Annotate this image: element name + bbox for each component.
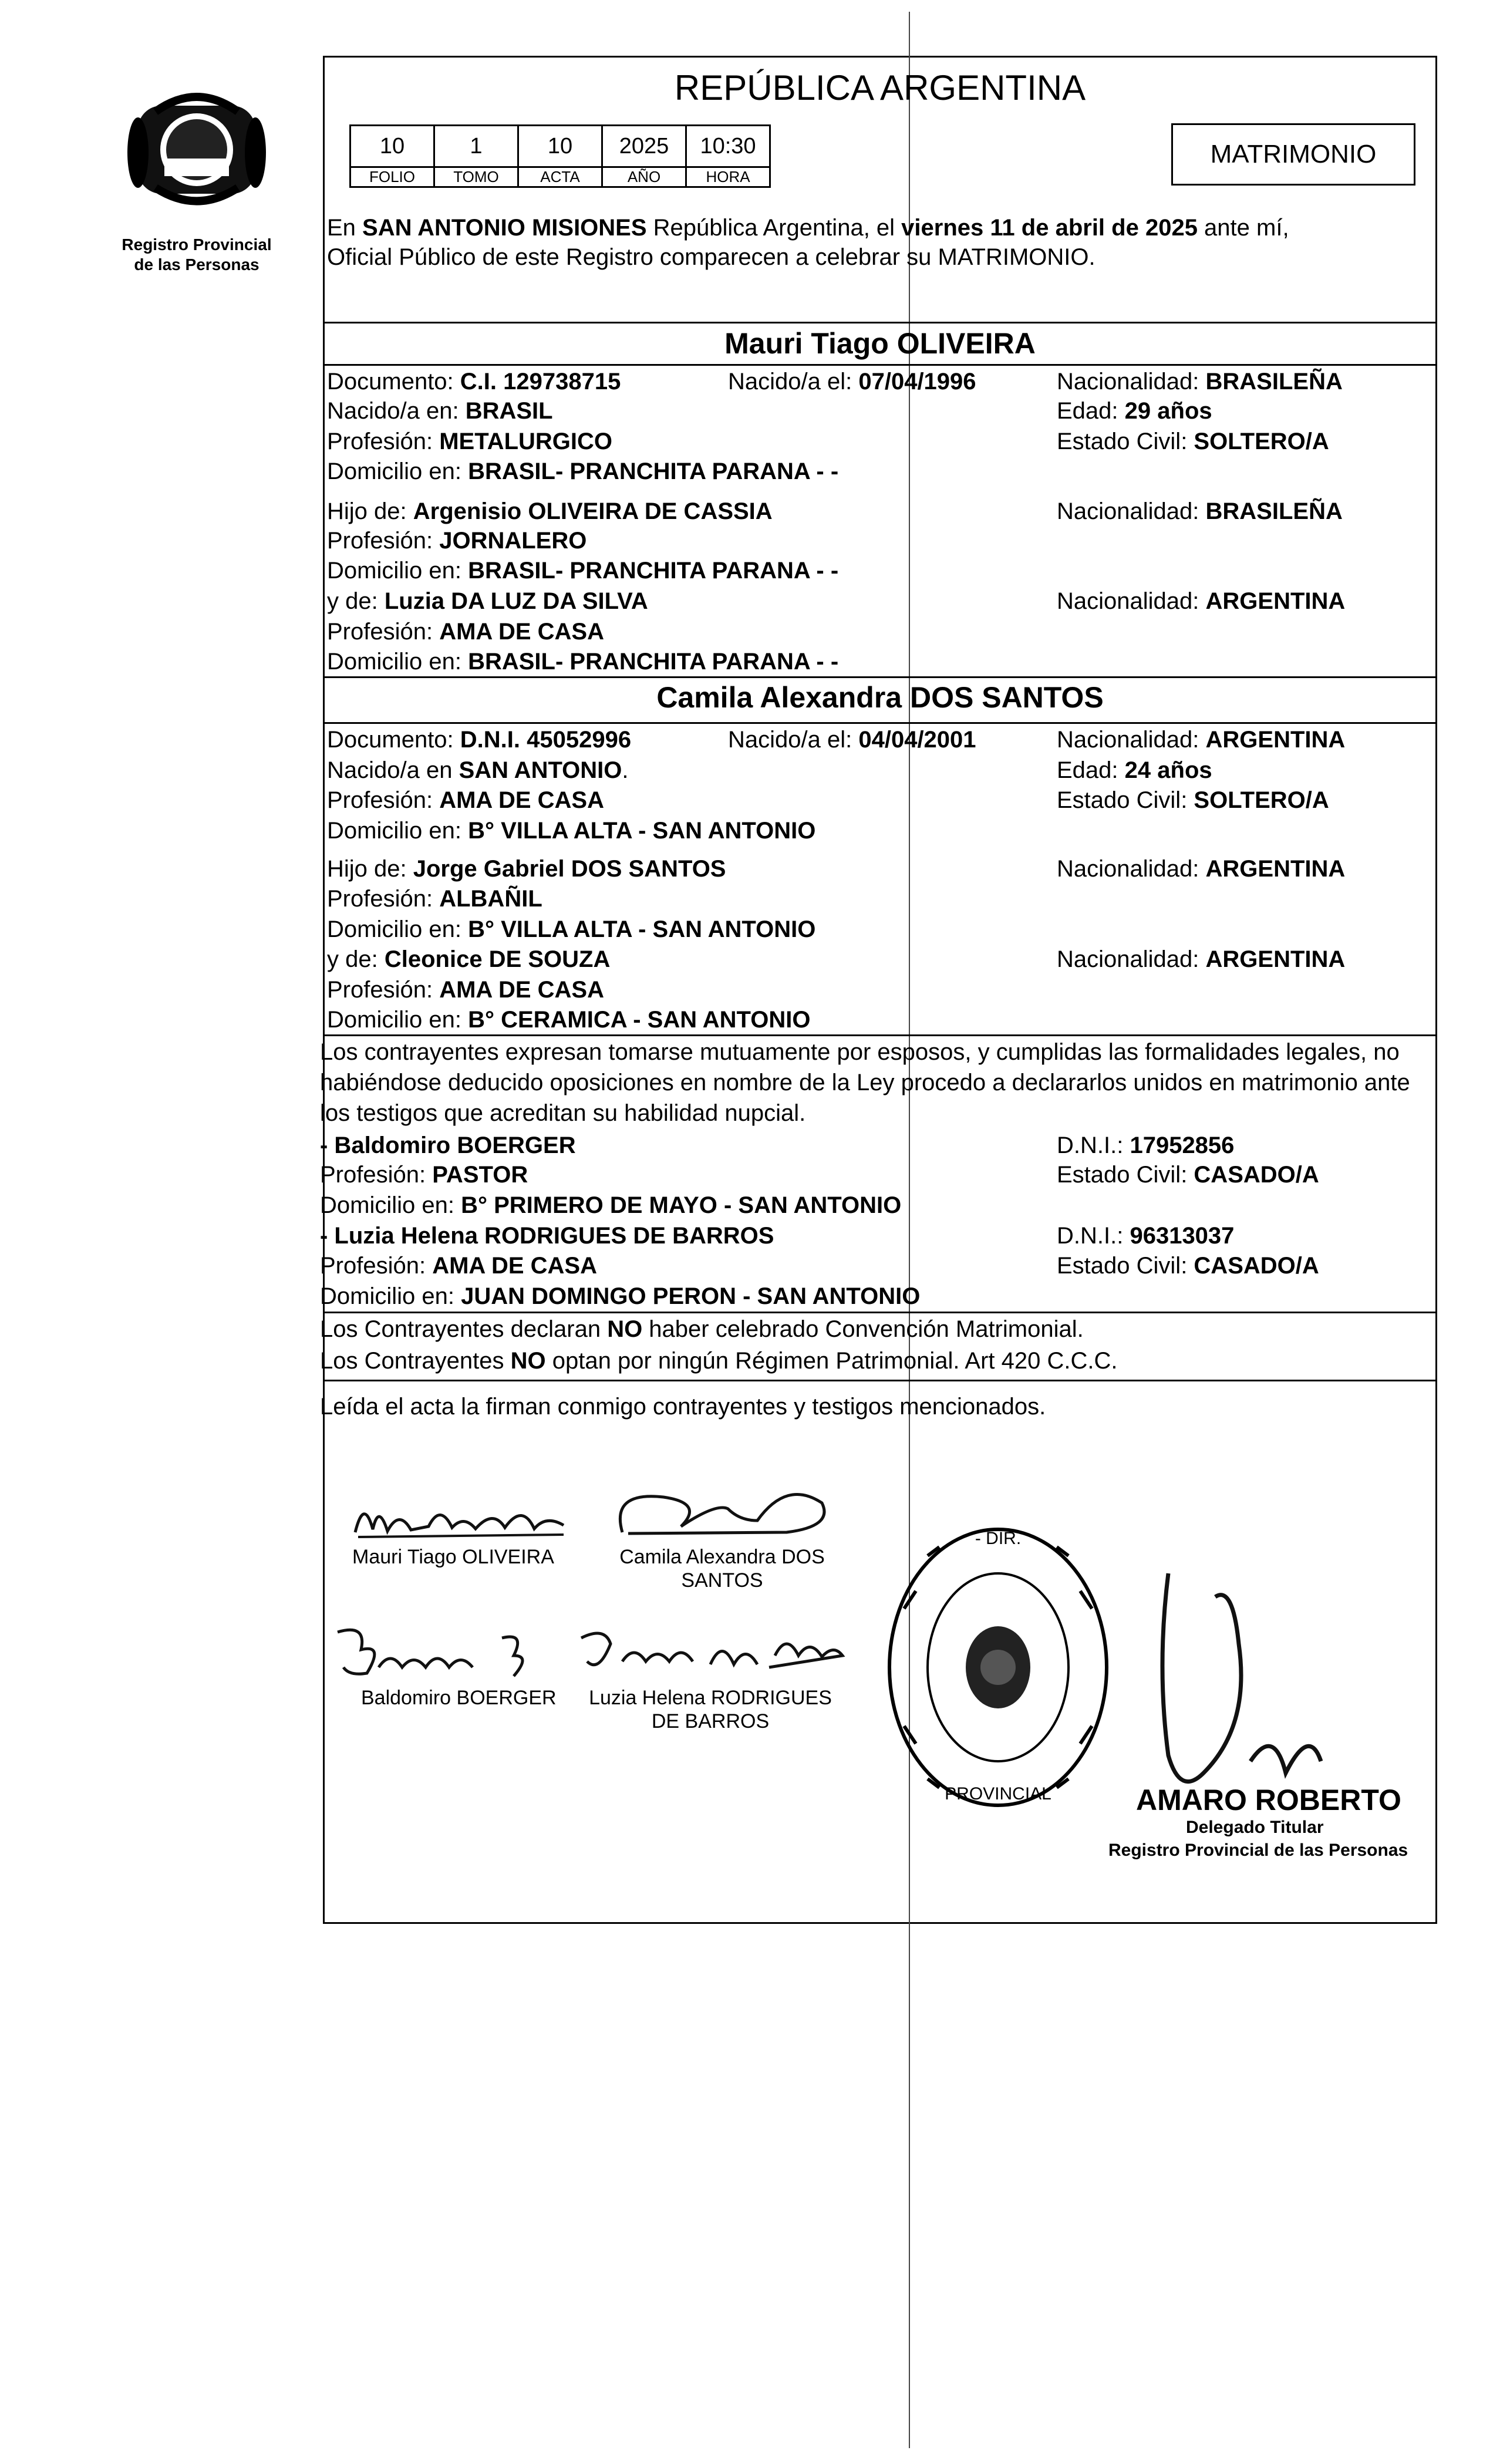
convention-line-2: Los Contrayentes NO optan por ningún Régimen Patrimonial. Art 420 C.C.C.	[320, 1348, 1118, 1374]
signature-label-luzia-2: DE BARROS	[651, 1710, 770, 1732]
spouse2-birthplace: Nacido/a en SAN ANTONIO.	[327, 757, 629, 783]
spouse1-father-domicile: Domicilio en: BRASIL- PRANCHITA PARANA - -	[327, 558, 839, 584]
logo-caption-2: de las Personas	[134, 255, 259, 274]
spouse2-mother: y de: Cleonice DE SOUZA	[327, 946, 611, 972]
spouse2-father-nationality: Nacionalidad: ARGENTINA	[1057, 856, 1346, 882]
signature-label-camila-2: SANTOS	[681, 1569, 763, 1592]
signature-label-camila-1: Camila Alexandra DOS	[619, 1546, 825, 1568]
acta-label: ACTA	[518, 167, 602, 187]
witness1-civil-status: Estado Civil: CASADO/A	[1057, 1162, 1319, 1188]
spouse1-born: Nacido/a el: 07/04/1996	[728, 369, 976, 395]
divider-closing	[323, 1380, 1437, 1381]
spouse2-nationality: Nacionalidad: ARGENTINA	[1057, 727, 1346, 753]
spouse1-mother-profession: Profesión: AMA DE CASA	[327, 619, 604, 645]
spouse1-domicile: Domicilio en: BRASIL- PRANCHITA PARANA - -	[327, 459, 839, 484]
folio-label: FOLIO	[350, 167, 434, 187]
witness2-dni: D.N.I.: 96313037	[1057, 1223, 1235, 1249]
witness1-name: - Baldomiro BOERGER	[320, 1132, 576, 1158]
spouse1-document: Documento: C.I. 129738715	[327, 369, 621, 395]
convention-line-1: Los Contrayentes declaran NO haber celebrado Convención Matrimonial.	[320, 1316, 1084, 1342]
divider-spouse2-top	[323, 676, 1437, 678]
spouse2-name: Camila Alexandra DOS SANTOS	[656, 681, 1104, 714]
frame-top	[323, 56, 1437, 58]
witness1-domicile: Domicilio en: B° PRIMERO DE MAYO - SAN ANTONIO	[320, 1192, 902, 1218]
svg-text:- DIR.: - DIR.	[975, 1529, 1022, 1548]
acta-value: 10	[518, 126, 602, 167]
frame-right	[1435, 56, 1437, 1924]
spouse2-mother-nationality: Nacionalidad: ARGENTINA	[1057, 946, 1346, 972]
spouse1-civil-status: Estado Civil: SOLTERO/A	[1057, 429, 1329, 454]
divider-spouse2	[323, 722, 1437, 724]
spouse2-domicile: Domicilio en: B° VILLA ALTA - SAN ANTONIO	[327, 818, 816, 844]
folio-value: 10	[350, 126, 434, 167]
hour-value: 10:30	[686, 126, 770, 167]
spouse1-age: Edad: 29 años	[1057, 398, 1212, 424]
witness1-dni: D.N.I.: 17952856	[1057, 1132, 1235, 1158]
signature-baldomiro-icon	[326, 1620, 549, 1685]
declaration-line-1: Los contrayentes expresan tomarse mutuamente por esposos, y cumplidas las formalidades legales, no	[320, 1039, 1400, 1065]
officer-name: AMARO ROBERTO	[1136, 1784, 1401, 1816]
spouse2-born: Nacido/a el: 04/04/2001	[728, 727, 976, 753]
declaration-line-3: los testigos que acreditan su habilidad nupcial.	[320, 1100, 806, 1126]
year-value: 2025	[602, 126, 686, 167]
tomo-value: 1	[434, 126, 518, 167]
signature-camila-icon	[611, 1468, 834, 1544]
spouse2-civil-status: Estado Civil: SOLTERO/A	[1057, 787, 1329, 813]
registry-data-table	[349, 124, 771, 188]
spouse1-father-nationality: Nacionalidad: BRASILEÑA	[1057, 498, 1343, 524]
official-seal-icon	[881, 1521, 1115, 1814]
spouse2-father-domicile: Domicilio en: B° VILLA ALTA - SAN ANTONIO	[327, 916, 816, 942]
spouse1-mother: y de: Luzia DA LUZ DA SILVA	[327, 588, 648, 614]
page-title: REPÚBLICA ARGENTINA	[674, 68, 1086, 107]
divider-header	[323, 322, 1437, 323]
spouse2-document: Documento: D.N.I. 45052996	[327, 727, 632, 753]
spouse1-father-profession: Profesión: JORNALERO	[327, 528, 587, 554]
spouse2-profession: Profesión: AMA DE CASA	[327, 787, 604, 813]
intro-line-1: En SAN ANTONIO MISIONES República Argentina, el viernes 11 de abril de 2025 ante mí,	[327, 215, 1289, 241]
closing-text: Leída el acta la firman conmigo contrayentes y testigos mencionados.	[320, 1394, 1046, 1420]
spouse1-mother-nationality: Nacionalidad: ARGENTINA	[1057, 588, 1346, 614]
misiones-emblem-icon	[120, 70, 273, 223]
frame-bottom	[323, 1922, 1437, 1924]
divider-spouse1	[323, 364, 1437, 366]
spouse2-father: Hijo de: Jorge Gabriel DOS SANTOS	[327, 856, 726, 882]
spouse2-age: Edad: 24 años	[1057, 757, 1212, 783]
officer-title: Delegado Titular	[1186, 1818, 1324, 1837]
signature-mauri-icon	[352, 1491, 575, 1544]
registry-logo	[120, 70, 273, 223]
witness2-profession: Profesión: AMA DE CASA	[320, 1253, 597, 1279]
witness2-civil-status: Estado Civil: CASADO/A	[1057, 1253, 1319, 1279]
intro-line-2: Oficial Público de este Registro comparecen a celebrar su MATRIMONIO.	[327, 244, 1095, 270]
spouse2-mother-profession: Profesión: AMA DE CASA	[327, 977, 604, 1003]
hour-label: HORA	[686, 167, 770, 187]
logo-caption-1: Registro Provincial	[122, 235, 272, 254]
signature-label-baldomiro: Baldomiro BOERGER	[361, 1687, 557, 1709]
signature-luzia-icon	[575, 1620, 845, 1685]
divider-convention	[323, 1312, 1437, 1313]
year-label: AÑO	[602, 167, 686, 187]
officer-signature-icon	[1133, 1550, 1356, 1808]
spouse1-nationality: Nacionalidad: BRASILEÑA	[1057, 369, 1343, 395]
signature-label-luzia-1: Luzia Helena RODRIGUES	[589, 1687, 832, 1709]
spouse1-name: Mauri Tiago OLIVEIRA	[724, 327, 1036, 360]
witness2-name: - Luzia Helena RODRIGUES DE BARROS	[320, 1223, 774, 1249]
spouse1-birthplace: Nacido/a en: BRASIL	[327, 398, 553, 424]
witness1-profession: Profesión: PASTOR	[320, 1162, 528, 1188]
spouse2-mother-domicile: Domicilio en: B° CERAMICA - SAN ANTONIO	[327, 1007, 811, 1033]
officer-organization: Registro Provincial de las Personas	[1108, 1841, 1408, 1860]
witness2-domicile: Domicilio en: JUAN DOMINGO PERON - SAN ANTONIO	[320, 1283, 921, 1309]
spouse1-mother-domicile: Domicilio en: BRASIL- PRANCHITA PARANA - -	[327, 649, 839, 675]
svg-text:PROVINCIAL: PROVINCIAL	[945, 1784, 1051, 1804]
act-type-box: MATRIMONIO	[1171, 123, 1415, 186]
spouse1-father: Hijo de: Argenisio OLIVEIRA DE CASSIA	[327, 498, 773, 524]
declaration-line-2: habiéndose deducido oposiciones en nombre de la Ley procedo a declararlos unidos en matrimonio ante	[320, 1070, 1410, 1096]
tomo-label: TOMO	[434, 167, 518, 187]
spouse2-father-profession: Profesión: ALBAÑIL	[327, 886, 542, 912]
spouse1-profession: Profesión: METALURGICO	[327, 429, 613, 454]
divider-declaration	[323, 1034, 1437, 1036]
signature-label-mauri: Mauri Tiago OLIVEIRA	[352, 1546, 554, 1568]
